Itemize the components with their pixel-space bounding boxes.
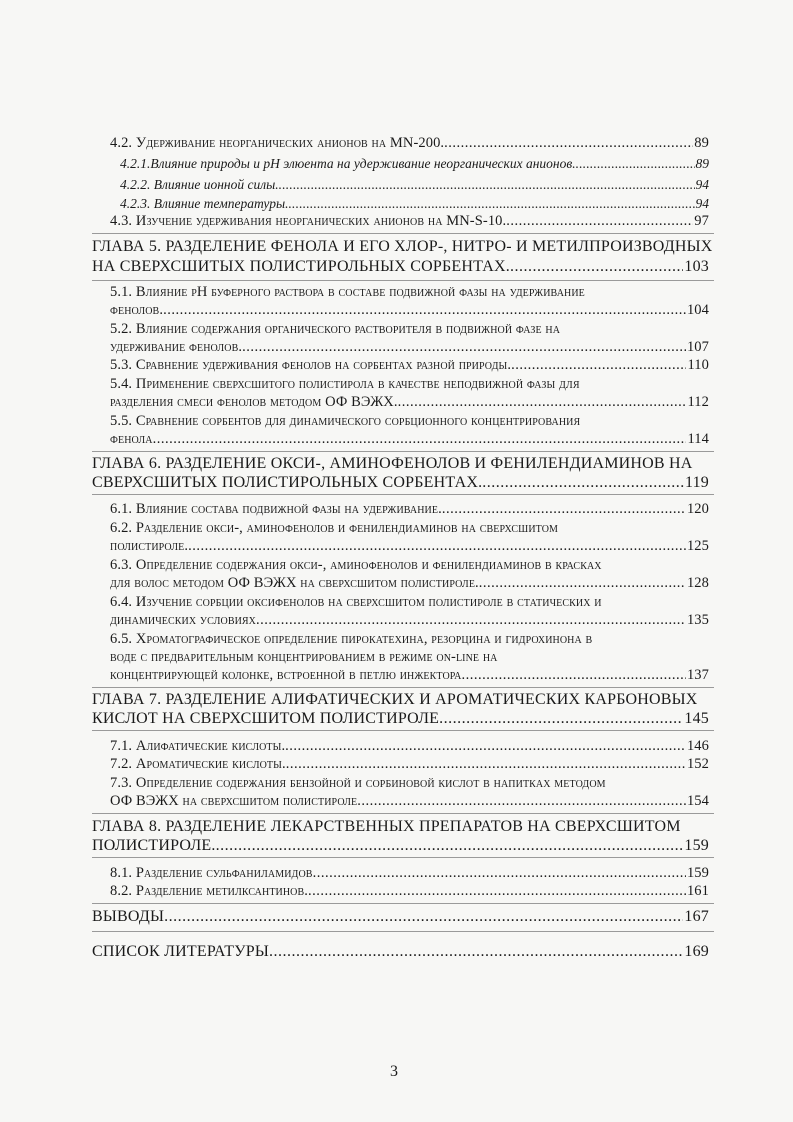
toc-entry-page: 112 bbox=[687, 394, 709, 410]
divider bbox=[92, 233, 714, 234]
divider bbox=[92, 451, 714, 452]
toc-entry-6-3-line-1: 6.3. Определение содержания окси-, аминофенолов и фенилендиаминов в красках bbox=[110, 557, 602, 573]
toc-entry-title: 8.2. Разделение метилксантинов. bbox=[110, 883, 308, 899]
toc-entry-8-2[interactable] bbox=[110, 882, 709, 900]
toc-entry-6-2[interactable] bbox=[110, 537, 709, 555]
toc-entry-page: 89 bbox=[694, 135, 709, 151]
toc-entry-7-3[interactable] bbox=[110, 792, 709, 810]
toc-entry-title: СПИСОК ЛИТЕРАТУРЫ bbox=[92, 943, 269, 960]
toc-entry-page: 159 bbox=[684, 837, 709, 854]
divider bbox=[92, 280, 714, 281]
toc-entry-page: 145 bbox=[684, 710, 709, 727]
divider bbox=[92, 730, 714, 731]
toc-entry-7-2[interactable] bbox=[110, 755, 709, 773]
toc-chapter-8[interactable] bbox=[92, 837, 709, 855]
toc-entry-4-2[interactable] bbox=[110, 134, 709, 152]
toc-entry-5-2[interactable] bbox=[110, 338, 709, 356]
toc-entry-6-5[interactable] bbox=[110, 666, 709, 684]
toc-entry-5-5-line-1: 5.5. Сравнение сорбентов для динамического сорбционного концентрирования bbox=[110, 413, 581, 429]
toc-entry-5-5[interactable] bbox=[110, 430, 709, 448]
toc-entry-6-3[interactable] bbox=[110, 574, 709, 592]
toc-entry-title: 7.2. Ароматические кислоты. bbox=[110, 756, 286, 772]
toc-entry-5-3[interactable] bbox=[110, 356, 709, 374]
toc-entry-page: 94 bbox=[695, 177, 709, 192]
toc-entry-title: фенола bbox=[110, 431, 153, 447]
toc-chapter-8-line-1: ГЛАВА 8. РАЗДЕЛЕНИЕ ЛЕКАРСТВЕННЫХ ПРЕПАРАТОВ НА СВЕРХСШИТОМ bbox=[92, 818, 681, 835]
toc-entry-6-2-line-1: 6.2. Разделение окси-, аминофенолов и фенилендиаминов на сверхсшитом bbox=[110, 520, 559, 536]
toc-entry-5-1[interactable] bbox=[110, 301, 709, 319]
toc-entry-6-4-line-1: 6.4. Изучение сорбции оксифенолов на сверхсшитом полистироле в статических и bbox=[110, 594, 602, 610]
page-number: 3 bbox=[390, 1063, 398, 1080]
divider bbox=[92, 494, 714, 495]
divider bbox=[92, 687, 714, 688]
toc-entry-5-1-line-1: 5.1. Влияние pH буферного раствора в составе подвижной фазы на удерживание bbox=[110, 284, 585, 300]
toc-entry-5-4-line-1: 5.4. Применение сверхсшитого полистирола в качестве неподвижной фазы для bbox=[110, 376, 580, 392]
toc-entry-5-2-line-1: 5.2. Влияние содержания органического растворителя в подвижной фазе на bbox=[110, 321, 561, 337]
toc-entry-title: динамических условиях bbox=[110, 612, 257, 628]
toc-entry-title: 7.1. Алифатические кислоты. bbox=[110, 738, 286, 754]
toc-entry-page: 154 bbox=[686, 793, 709, 809]
toc-entry-7-1[interactable] bbox=[110, 737, 709, 755]
toc-entry-title: 4.2.1.Влияние природы и pH элюента на удерживание неорганических анионов. bbox=[120, 156, 576, 171]
toc-entry-page: 103 bbox=[684, 258, 709, 275]
divider bbox=[92, 813, 714, 814]
divider bbox=[92, 903, 714, 904]
toc-entry-page: 89 bbox=[695, 156, 709, 171]
toc-entry-8-1[interactable] bbox=[110, 864, 709, 882]
toc-entry-page: 119 bbox=[684, 474, 709, 491]
toc-references[interactable] bbox=[92, 943, 709, 961]
toc-entry-title: СВЕРХСШИТЫХ ПОЛИСТИРОЛЬНЫХ СОРБЕНТАХ. bbox=[92, 474, 483, 491]
toc-entry-title: КИСЛОТ НА СВЕРХСШИТОМ ПОЛИСТИРОЛЕ bbox=[92, 710, 440, 727]
toc-entry-6-4[interactable] bbox=[110, 611, 709, 629]
toc-entry-4-2-1[interactable] bbox=[120, 155, 709, 173]
toc-entry-title: ВЫВОДЫ bbox=[92, 908, 165, 925]
toc-entry-title: 8.1. Разделение сульфаниламидов bbox=[110, 865, 313, 881]
toc-entry-6-5-line-1: 6.5. Хроматографическое определение пирокатехина, резорцина и гидрохинона в bbox=[110, 631, 593, 647]
toc-entry-title: ОФ ВЭЖХ на сверхсшитом полистироле bbox=[110, 793, 358, 809]
toc-entry-page: 137 bbox=[686, 667, 709, 683]
toc-chapter-5-line-1: ГЛАВА 5. РАЗДЕЛЕНИЕ ФЕНОЛА И ЕГО ХЛОР-, НИТРО- И МЕТИЛПРОИЗВОДНЫХ bbox=[92, 238, 713, 255]
toc-entry-4-3[interactable] bbox=[110, 212, 709, 230]
toc-entry-title: удерживание фенолов. bbox=[110, 339, 243, 355]
toc-entry-page: 152 bbox=[686, 756, 709, 772]
toc-entry-page: 107 bbox=[686, 339, 709, 355]
toc-entry-title: концентрирующей колонке, встроенной в петлю инжектора bbox=[110, 667, 462, 683]
divider bbox=[92, 931, 714, 932]
toc-entry-page: 159 bbox=[686, 865, 709, 881]
toc-entry-6-5-line-2: воде с предварительным концентрированием в режиме on-line на bbox=[110, 649, 498, 665]
toc-chapter-7[interactable] bbox=[92, 710, 709, 728]
toc-entry-title: 6.1. Влияние состава подвижной фазы на удерживание. bbox=[110, 501, 442, 517]
toc-entry-title: 4.2. Удерживание неорганических анионов на MN-200. bbox=[110, 135, 445, 151]
toc-entry-5-4[interactable] bbox=[110, 393, 709, 411]
toc-entry-title: для волос методом ОФ ВЭЖХ на сверхсшитом полистироле. bbox=[110, 575, 479, 591]
toc-entry-4-2-2[interactable] bbox=[120, 176, 709, 194]
toc-entry-page: 161 bbox=[686, 883, 709, 899]
toc-chapter-6-line-1: ГЛАВА 6. РАЗДЕЛЕНИЕ ОКСИ-, АМИНОФЕНОЛОВ И ФЕНИЛЕНДИАМИНОВ НА bbox=[92, 455, 693, 472]
toc-entry-title: ПОЛИСТИРОЛЕ. bbox=[92, 837, 216, 854]
toc-entry-page: 120 bbox=[686, 501, 709, 517]
toc-entry-title: 5.3. Сравнение удерживания фенолов на сорбентах разной природы. bbox=[110, 357, 512, 373]
toc-chapter-5[interactable] bbox=[92, 258, 709, 276]
toc-entry-page: 125 bbox=[686, 538, 709, 554]
toc-entry-title: разделения смеси фенолов методом ОФ ВЭЖХ. bbox=[110, 394, 398, 410]
toc-entry-title: 4.2.3. Влияние температуры. bbox=[120, 196, 289, 211]
toc-entry-page: 110 bbox=[687, 357, 709, 373]
toc-entry-title: 4.3. Изучение удерживания неорганических анионов на MN-S-10. bbox=[110, 213, 507, 229]
toc-chapter-7-line-1: ГЛАВА 7. РАЗДЕЛЕНИЕ АЛИФАТИЧЕСКИХ И АРОМАТИЧЕСКИХ КАРБОНОВЫХ bbox=[92, 691, 698, 708]
toc-entry-7-3-line-1: 7.3. Определение содержания бензойной и сорбиновой кислот в напитках методом bbox=[110, 775, 606, 791]
toc-entry-6-1[interactable] bbox=[110, 500, 709, 518]
toc-entry-4-2-3[interactable] bbox=[120, 195, 709, 213]
toc-entry-title: полистироле. bbox=[110, 538, 189, 554]
toc-entry-title: 4.2.2. Влияние ионной силы. bbox=[120, 177, 279, 192]
divider bbox=[92, 857, 714, 858]
toc-entry-page: 104 bbox=[686, 302, 709, 318]
toc-chapter-6[interactable] bbox=[92, 474, 709, 492]
toc-entry-page: 97 bbox=[694, 213, 709, 229]
toc-conclusions[interactable] bbox=[92, 908, 709, 926]
toc-entry-page: 146 bbox=[686, 738, 709, 754]
toc-entry-title: НА СВЕРХСШИТЫХ ПОЛИСТИРОЛЬНЫХ СОРБЕНТАХ. bbox=[92, 258, 510, 275]
toc-entry-page: 114 bbox=[687, 431, 709, 447]
toc-entry-page: 169 bbox=[684, 943, 709, 960]
toc-entry-title: фенолов. bbox=[110, 302, 164, 318]
toc-entry-page: 167 bbox=[684, 908, 709, 925]
toc-entry-page: 135 bbox=[686, 612, 709, 628]
toc-entry-page: 94 bbox=[695, 196, 709, 211]
toc-entry-page: 128 bbox=[686, 575, 709, 591]
